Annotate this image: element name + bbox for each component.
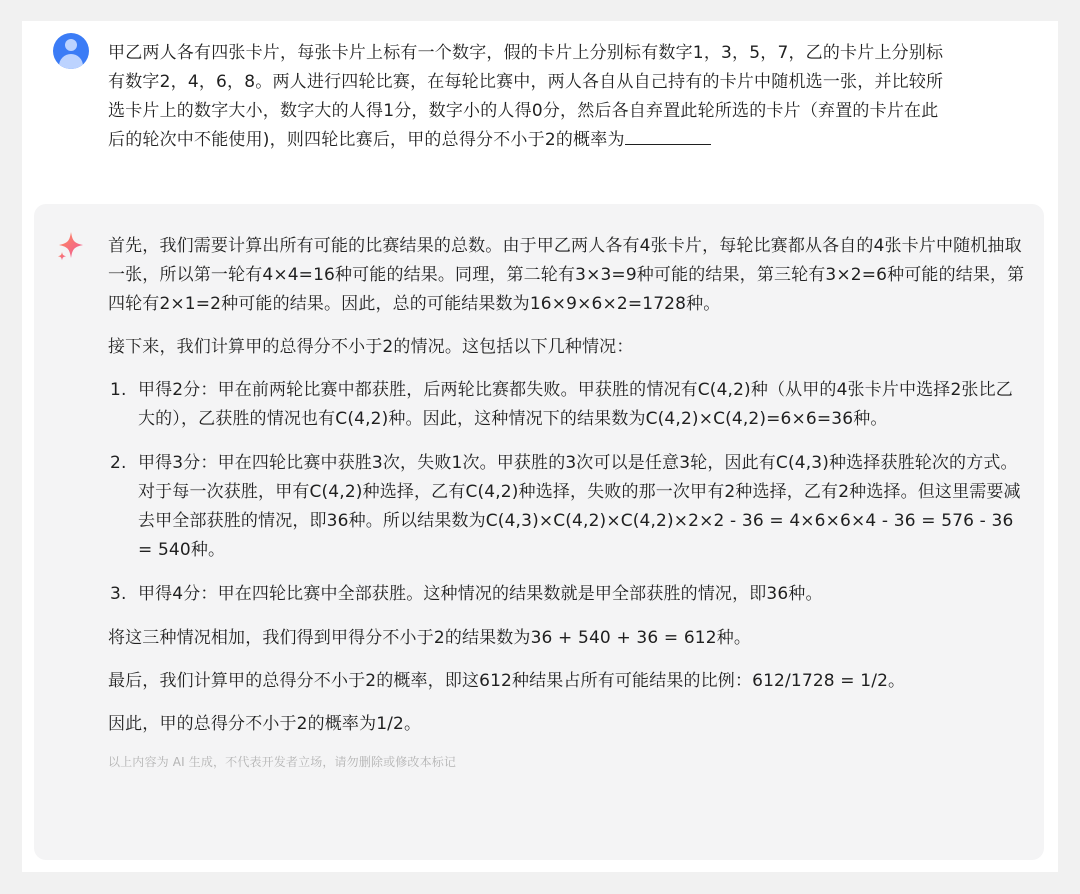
answer-conclusion: 因此，甲的总得分不小于2的概率为1/2。 (108, 714, 422, 734)
answer-sum: 将这三种情况相加，我们得到甲得分不小于2的结果数为36 + 540 + 36 = 612种。 (108, 628, 752, 648)
answer-intro: 首先，我们需要计算出所有可能的比赛结果的总数。由于甲乙两人各有4张卡片，每轮比赛都从各自的4张卡片中随机抽取一张，所以第一轮有4×4=16种可能的结果。同理，第二轮有3×3=9种可能的结果，第三轮有3×2=6种可能的结果，第四轮有2×1=2种可能的结果。因此，总的可能结果数为16×9×6×2=1728种。 (108, 236, 1025, 314)
answer-blank (625, 126, 711, 145)
list-item-number: 3. (110, 584, 127, 604)
chat-card (22, 21, 1058, 872)
user-avatar-icon (53, 33, 89, 69)
list-item (108, 580, 1028, 609)
ai-answer (108, 232, 1028, 771)
list-item (108, 376, 1028, 434)
cases-list (108, 376, 1028, 609)
list-item-text: 甲得3分：甲在四轮比赛中获胜3次，失败1次。甲获胜的3次可以是任意3轮，因此有C(4,3)种选择获胜轮次的方式。对于每一次获胜，甲有C(4,2)种选择，乙有C(4,2)种选择，失败的那一次甲有2种选择，乙有2种选择。但这里需要减去甲全部获胜的情况，即36种。所以结果数为C(4,3)×C(4,2)×C(4,2)×2×2 - 36 = 4×6×6×4 - 36 = 576 - 36 = 540种。 (138, 453, 1021, 560)
ai-disclaimer: 以上内容为 AI 生成，不代表开发者立场，请勿删除或修改本标记 (108, 755, 457, 769)
sparkle-icon (54, 228, 90, 264)
list-item-number: 2. (110, 453, 127, 473)
answer-lead: 接下来，我们计算甲的总得分不小于2的情况。这包括以下几种情况： (108, 337, 634, 357)
answer-probability: 最后，我们计算甲的总得分不小于2的概率，即这612种结果占所有可能结果的比例：612/1728 = 1/2。 (108, 671, 906, 691)
user-question (108, 39, 953, 155)
list-item-text: 甲得2分：甲在前两轮比赛中都获胜，后两轮比赛都失败。甲获胜的情况有C(4,2)种（从甲的4张卡片中选择2张比乙大的），乙获胜的情况也有C(4,2)种。因此，这种情况下的结果数为C(4,2)×C(4,2)=6×6=36种。 (138, 380, 1013, 429)
list-item-text: 甲得4分：甲在四轮比赛中全部获胜。这种情况的结果数就是甲全部获胜的情况，即36种。 (138, 584, 823, 604)
question-text: 甲乙两人各有四张卡片，每张卡片上标有一个数字，假的卡片上分别标有数字1，3，5，7，乙的卡片上分别标有数字2，4，6，8。两人进行四轮比赛，在每轮比赛中，两人各自从自己持有的卡片中随机选一张，并比较所选卡片上的数字大小，数字大的人得1分，数字小的人得0分，然后各自弃置此轮所选的卡片（弃置的卡片在此后的轮次中不能使用)，则四轮比赛后，甲的总得分不小于2的概率为 (108, 43, 944, 150)
list-item-number: 1. (110, 380, 127, 400)
list-item (108, 449, 1028, 565)
ai-answer-box (34, 204, 1044, 860)
